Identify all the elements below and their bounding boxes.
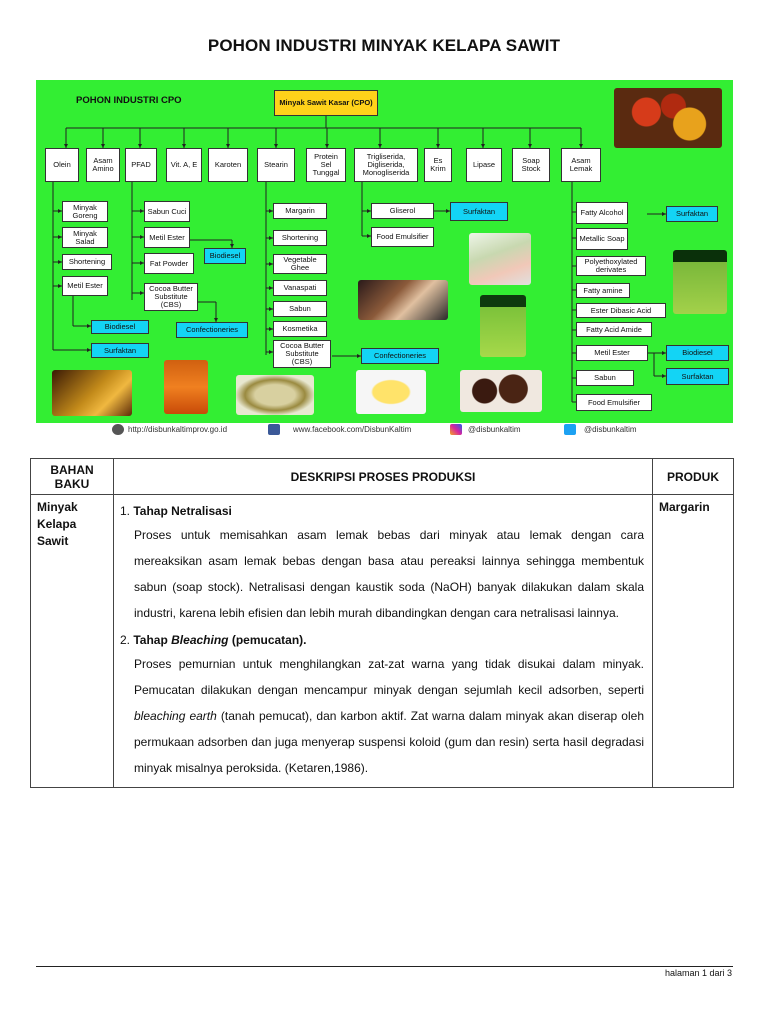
fatty-product: Metallic Soap <box>576 228 628 250</box>
branch-asam-lemak: Asam Lemak <box>561 148 601 182</box>
stearin-product: Margarin <box>273 203 327 219</box>
page-number: halaman 1 dari 3 <box>664 968 732 978</box>
stearin-product: Kosmetika <box>273 321 327 337</box>
fatty-product: Polyethoxylated derivates <box>576 256 646 276</box>
industry-tree-diagram <box>36 80 733 423</box>
page-title: POHON INDUSTRI MINYAK KELAPA SAWIT <box>207 36 561 55</box>
step-2-heading <box>120 629 644 651</box>
fatty-product: Fatty Acid Amide <box>576 322 652 337</box>
step-title: Tahap <box>133 633 172 647</box>
makeup-image <box>358 280 448 320</box>
stearin-product: Cocoa Butter Substitute (CBS) <box>273 340 331 368</box>
glyceride-output: Surfaktan <box>450 202 508 221</box>
oil-image <box>52 370 132 416</box>
diagram-label: POHON INDUSTRI CPO <box>76 95 182 106</box>
pfad-product: Sabun Cuci <box>144 201 190 222</box>
jar-image-2 <box>673 250 727 314</box>
branch-olein: Olein <box>45 148 79 182</box>
glyceride-product: Food Emulsifier <box>371 227 434 247</box>
fatty-product: Fatty Alcohol <box>576 202 628 224</box>
twitter-link[interactable]: @disbunkaltim <box>584 425 637 434</box>
bahan-baku-cell: Minyak Kelapa Sawit <box>31 495 114 788</box>
pfad-product: Cocoa Butter Substitute (CBS) <box>144 283 198 311</box>
margarine-image <box>356 370 426 414</box>
pfad-output: Confectioneries <box>176 322 248 338</box>
step-title-italic: Bleaching <box>171 633 229 647</box>
stearin-product: Sabun <box>273 301 327 317</box>
branch-stearin: Stearin <box>257 148 295 182</box>
step-title: (pemucatan). <box>228 633 307 647</box>
text-segment: (tanah pemucat), dan karbon aktif. Zat warna dalam minyak akan diserap oleh permukaan adsorben dan juga menyerap suspensi koloid (gum dan resin) serta hasil degradasi minyak misalnya peroksida. (Ketaren,1986). <box>134 709 644 775</box>
facebook-icon <box>268 424 280 435</box>
branch-lipase: Lipase <box>466 148 502 182</box>
olein-output: Biodiesel <box>91 320 149 334</box>
step-2-text <box>134 651 644 781</box>
stearin-product: Shortening <box>273 230 327 246</box>
olein-product: Minyak Salad <box>62 227 108 248</box>
text-segment: Proses pemurnian untuk menghilangkan zat-zat warna yang tidak disukai dalam minyak. Pemucatan dilakukan dengan mencampur minyak dengan sejumlah kecil adsorben, seperti <box>134 657 644 697</box>
pfad-output: Biodiesel <box>204 248 246 264</box>
deskripsi-cell <box>114 495 653 788</box>
branch-asam-amino: Asam Amino <box>86 148 120 182</box>
footer-divider <box>36 966 733 967</box>
table-header-row <box>31 459 734 495</box>
step-number: 2. <box>120 633 131 647</box>
globe-icon <box>112 424 124 435</box>
branch-soap-stock: Soap Stock <box>512 148 550 182</box>
olein-product: Minyak Goreng <box>62 201 108 222</box>
fatty-output: Biodiesel <box>666 345 729 361</box>
step-1-text: Proses untuk memisahkan asam lemak bebas dari minyak atau lemak dengan cara mereaksikan asam lemak bebas dengan basa atau pereaksi lainnya sehingga membentuk sabun (soap stock). Netralisasi dengan kaustik soda (NaOH) banyak dilakukan dalam skala industri, karena lebih efisien dan lebih murah dibandingkan dengan cara netralisasi lainnya. <box>134 528 644 620</box>
branch-gliserida: Trigliserida, Digliserida, Monogliserida <box>354 148 418 182</box>
branch-protein: Protein Sel Tunggal <box>306 148 346 182</box>
produk-cell: Margarin <box>653 495 734 788</box>
olein-output: Surfaktan <box>91 343 149 358</box>
oil-bottle-image <box>164 360 208 414</box>
website-link[interactable]: http://disbunkaltimprov.go.id <box>128 425 228 434</box>
branch-karoten: Karoten <box>208 148 248 182</box>
fried-food-image <box>236 375 314 415</box>
social-links-strip <box>36 423 733 437</box>
branch-vit-ae: Vit. A, E <box>166 148 202 182</box>
fatty-product: Fatty amine <box>576 283 630 298</box>
fatty-output: Surfaktan <box>666 368 729 385</box>
cosmetics-image <box>469 233 531 285</box>
palm-fruit-image <box>614 88 722 148</box>
root-node: Minyak Sawit Kasar (CPO) <box>274 90 378 116</box>
instagram-icon <box>450 424 462 435</box>
facebook-link[interactable]: www.facebook.com/DisbunKaltim <box>293 425 412 434</box>
glyceride-product: Gliserol <box>371 203 434 219</box>
header-bahan-baku: BAHAN BAKU <box>31 459 114 495</box>
pfad-product: Metil Ester <box>144 227 190 248</box>
pfad-product: Fat Powder <box>144 253 194 274</box>
branch-es-krim: Es Krim <box>424 148 452 182</box>
step-number: 1. <box>120 504 131 518</box>
header-deskripsi: DESKRIPSI PROSES PRODUKSI <box>114 459 653 495</box>
process-table <box>30 458 734 788</box>
header-produk: PRODUK <box>653 459 734 495</box>
chocolate-image <box>460 370 542 412</box>
fatty-product: Food Emulsifier <box>576 394 652 411</box>
branch-pfad: PFAD <box>125 148 157 182</box>
step-1-heading <box>120 500 644 522</box>
olein-product: Metil Ester <box>62 276 108 296</box>
fatty-output: Surfaktan <box>666 206 718 222</box>
instagram-link[interactable]: @disbunkaltim <box>468 425 521 434</box>
fatty-product: Ester Dibasic Acid <box>576 303 666 318</box>
table-row <box>31 495 734 788</box>
text-segment-italic: bleaching earth <box>134 709 217 723</box>
stearin-output: Confectioneries <box>361 348 439 364</box>
step-title: Tahap Netralisasi <box>133 504 232 518</box>
stearin-product: Vegetable Ghee <box>273 254 327 274</box>
jar-image <box>480 295 526 357</box>
stearin-product: Vanaspati <box>273 280 327 296</box>
fatty-product: Metil Ester <box>576 345 648 361</box>
fatty-product: Sabun <box>576 370 634 386</box>
olein-product: Shortening <box>62 254 112 270</box>
twitter-icon <box>564 424 576 435</box>
